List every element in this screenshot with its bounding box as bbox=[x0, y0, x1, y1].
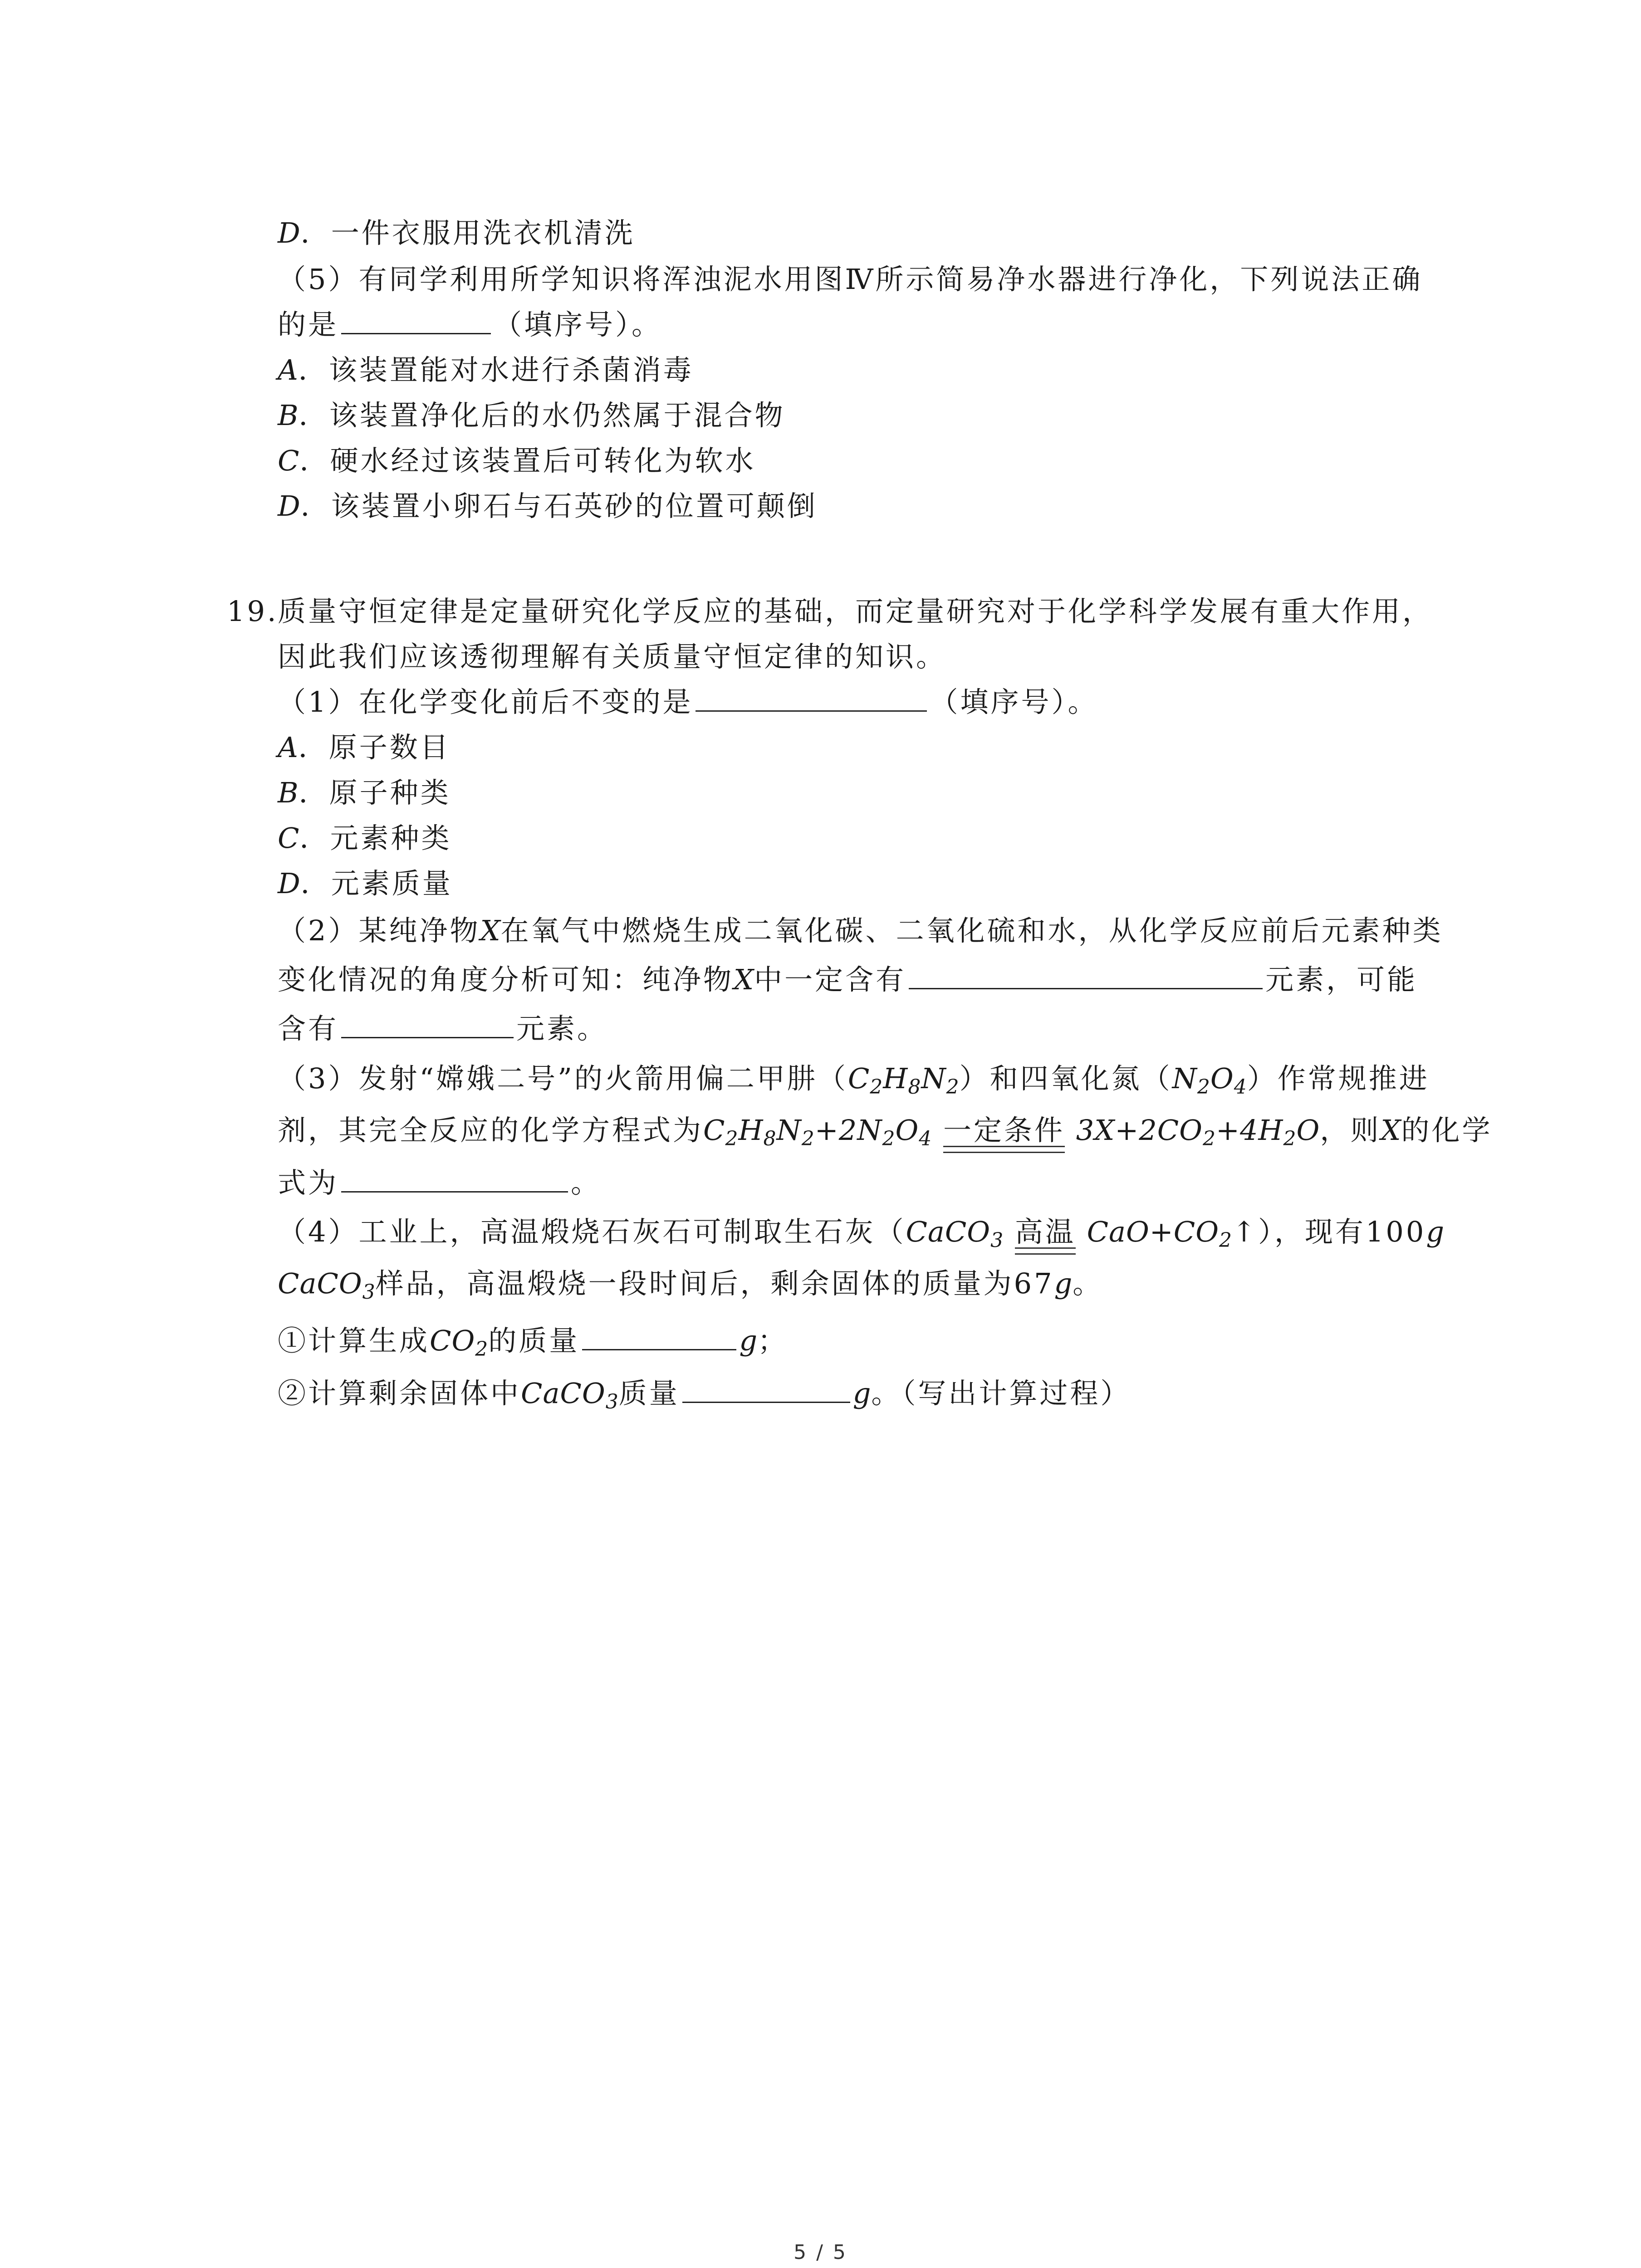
q19-intro-line2: 因此我们应该透彻理解有关质量守恒定律的知识。 bbox=[278, 640, 947, 673]
q19-sub1: （1）在化学变化前后不变的是 （填序号）。 bbox=[278, 685, 1098, 719]
q19-sub3-line3: 式为 。 bbox=[278, 1166, 602, 1199]
q19-sub4-line2: CaCO$_3$样品，高温煅烧一段时间后，剩余固体的质量为67g。 bbox=[278, 1267, 1103, 1304]
q19-intro-line1: 质量守恒定律是定量研究化学反应的基础，而定量研究对于化学科学发展有重大作用， bbox=[278, 595, 1433, 628]
answer-blank-q19-3[interactable] bbox=[341, 1166, 568, 1193]
q18-option-b: B．该装置净化后的水仍然属于混合物 bbox=[278, 399, 785, 432]
q19-option-c: C．元素种类 bbox=[278, 821, 452, 855]
answer-blank-q19-1[interactable] bbox=[696, 685, 927, 712]
page-number: 5 / 5 bbox=[794, 2241, 847, 2264]
reaction-condition-heat: 高温 bbox=[1015, 1214, 1076, 1253]
q18-sub5-line1: （5）有同学利用所学知识将浑浊泥水用图Ⅳ所示简易净水器进行净化，下列说法正确 bbox=[278, 263, 1423, 296]
q18-option-d-previous: D．一件衣服用洗衣机清洗 bbox=[278, 216, 635, 249]
q18-option-d: D．该装置小卵石与石英砂的位置可颠倒 bbox=[278, 489, 818, 523]
answer-blank-q18-5[interactable] bbox=[341, 308, 491, 334]
answer-blank-q19-4a[interactable] bbox=[582, 1324, 736, 1350]
q18-option-a: A．该装置能对水进行杀菌消毒 bbox=[278, 353, 694, 386]
q18-option-c: C．硬水经过该装置后可转化为软水 bbox=[278, 444, 756, 477]
q19-sub2-line1: （2）某纯净物X在氧气中燃烧生成二氧化碳、二氧化硫和水，从化学反应前后元素种类 bbox=[278, 914, 1443, 947]
answer-blank-q19-4b[interactable] bbox=[682, 1376, 850, 1403]
q19-option-a: A．原子数目 bbox=[278, 731, 451, 764]
answer-blank-q19-2b[interactable] bbox=[341, 1012, 514, 1038]
gas-arrow-icon: ↑ bbox=[1232, 1215, 1258, 1248]
q19-option-b: B．原子种类 bbox=[278, 776, 451, 809]
q19-calc2: ②计算剩余固体中CaCO$_3$质量 g。（写出计算过程） bbox=[278, 1377, 1131, 1413]
answer-blank-q19-2a[interactable] bbox=[909, 963, 1263, 989]
q19-sub3-line2: 剂，其完全反应的化学方程式为$C_2H_8N_2+2N_2O_4$ 一定条件 $3X+2CO_2+4H_2O$，则X的化学 bbox=[278, 1112, 1492, 1151]
q19-sub4-line1: （4）工业上，高温煅烧石灰石可制取生石灰（CaCO$_3$ 高温 $CaO+CO_2↑$），现有100g bbox=[278, 1214, 1445, 1253]
q18-sub5-line2: 的是 （填序号）。 bbox=[278, 308, 662, 341]
q19-number: 19. bbox=[227, 595, 279, 628]
q19-sub2-line3: 含有 元素。 bbox=[278, 1012, 608, 1045]
q19-sub3-line1: （3）发射“嫦娥二号”的火箭用偏二甲肼$(C_2H_8N_2)$和四氧化氮$(N_2O_4)$作常规推进 bbox=[278, 1062, 1430, 1099]
q19-sub2-line2: 变化情况的角度分析可知：纯净物X中一定含有 元素，可能 bbox=[278, 963, 1418, 996]
reaction-condition: 一定条件 bbox=[943, 1112, 1065, 1151]
q19-option-d: D．元素质量 bbox=[278, 867, 453, 900]
q19-calc1: ①计算生成$CO_2$的质量 g； bbox=[278, 1324, 789, 1361]
